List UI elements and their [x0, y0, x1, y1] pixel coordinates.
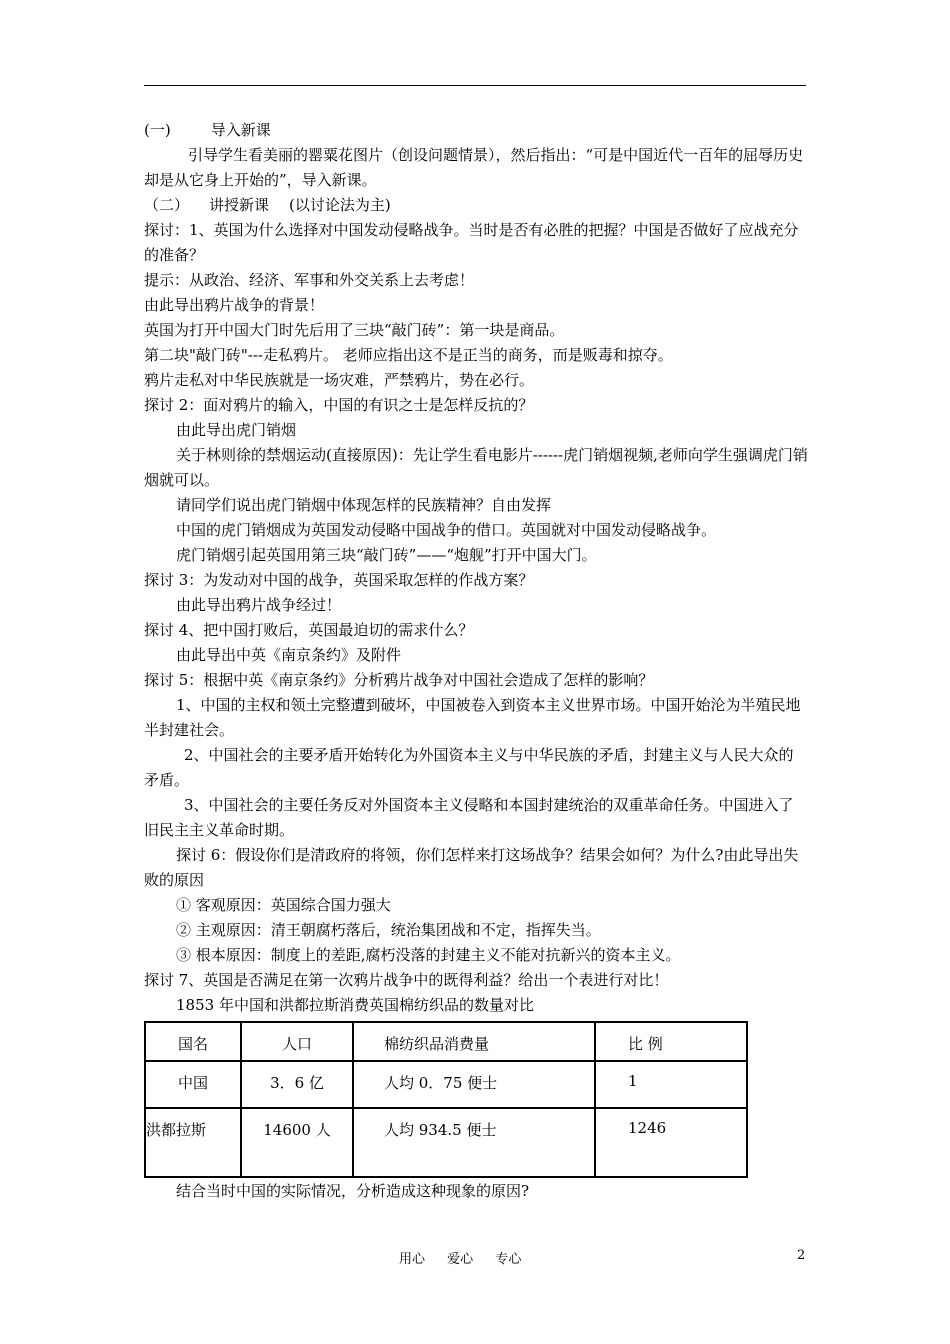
paragraph: 关于林则徐的禁烟运动(直接原因)：先让学生看电影片------虎门销烟视频,老师向学生强调虎门销烟就可以。	[144, 446, 808, 489]
cause-item-1: ① 客观原因：英国综合国力强大	[176, 896, 391, 914]
table-cell: 1	[595, 1061, 747, 1108]
table-cell: 中国	[145, 1061, 241, 1108]
table-row	[145, 1108, 747, 1177]
table-cell: 14600 人	[241, 1108, 353, 1177]
paragraph: 探讨 4、把中国打败后，英国最迫切的需求什么？	[144, 621, 474, 639]
paragraph: 探讨 3：为发动对中国的战争，英国采取怎样的作战方案？	[144, 571, 534, 589]
table-cell: 3．6 亿	[241, 1061, 353, 1108]
paragraph: 探讨 6：假设你们是清政府的将领，你们怎样来打这场战争？结果会如何？为什么?由此导出失败的原因	[144, 846, 799, 889]
impact-item-3: 3、中国社会的主要任务反对外国资本主义侵略和本国封建统治的双重革命任务。中国进入了旧民主主义革命时期。	[144, 796, 794, 839]
table-caption: 1853 年中国和洪都拉斯消费英国棉纺织品的数量对比	[176, 996, 534, 1014]
footer-word: 爱心	[447, 1252, 474, 1267]
table-header-cell: 棉纺织品消费量	[353, 1022, 595, 1061]
paragraph: 由此导出虎门销烟	[176, 421, 297, 439]
section-heading-1: (一) 导入新课	[144, 121, 271, 139]
paragraph: 请同学们说出虎门销烟中体现怎样的民族精神？自由发挥	[176, 496, 552, 514]
paragraph: 探讨 7、英国是否满足在第一次鸦片战争中的既得利益？给出一个表进行对比！	[144, 971, 669, 989]
section-heading-2: （二） 讲授新课 (以讨论法为主)	[144, 196, 391, 214]
table-cell: 1246	[595, 1108, 747, 1177]
table-header-row	[145, 1022, 747, 1061]
paragraph: 由此导出中英《南京条约》及附件	[176, 646, 402, 664]
document-body	[144, 118, 808, 1018]
page-number: 2	[797, 1248, 806, 1263]
table-header-cell: 比 例	[595, 1022, 747, 1061]
paragraph: 鸦片走私对中华民族就是一场灾难，严禁鸦片，势在必行。	[144, 371, 535, 389]
table-header-cell: 人口	[241, 1022, 353, 1061]
table-header-cell: 国名	[145, 1022, 241, 1061]
footer-word: 专心	[495, 1252, 522, 1267]
paragraph: 英国为打开中国大门时先后用了三块“敲门砖”：第一块是商品。	[144, 321, 565, 339]
table-cell: 人均 0．75 便士	[353, 1061, 595, 1108]
paragraph: 提示：从政治、经济、军事和外交关系上去考虑！	[144, 271, 475, 289]
paragraph: 虎门销烟引起英国用第三块“敲门砖”——“炮舰”打开中国大门。	[176, 546, 597, 564]
paragraph: 第二块"敲门砖"---走私鸦片。 老师应指出这不是正当的商务，而是贩毒和掠夺。	[144, 346, 673, 364]
comparison-table	[144, 1021, 748, 1178]
table-cell: 洪都拉斯	[145, 1108, 241, 1177]
paragraph: 引导学生看美丽的罂粟花图片（创设问题情景），然后指出：“可是中国近代一百年的屈辱历史却是从它身上开始的”，导入新课。	[144, 146, 804, 189]
footer-motto	[399, 1248, 539, 1267]
header-rule	[144, 85, 806, 86]
cause-item-3: ③ 根本原因：制度上的差距,腐朽没落的封建主义不能对抗新兴的资本主义。	[176, 946, 681, 964]
footer-word: 用心	[399, 1252, 426, 1267]
paragraph: 由此导出鸦片战争的背景！	[144, 296, 325, 314]
paragraph: 探讨 5：根据中英《南京条约》分析鸦片战争对中国社会造成了怎样的影响？	[144, 671, 654, 689]
paragraph: 中国的虎门销烟成为英国发动侵略中国战争的借口。英国就对中国发动侵略战争。	[176, 521, 717, 539]
cause-item-2: ② 主观原因：清王朝腐朽落后，统治集团战和不定，指挥失当。	[176, 921, 601, 939]
paragraph: 探讨：1、英国为什么选择对中国发动侵略战争。当时是否有必胜的把握？中国是否做好了应战充分的准备？	[144, 221, 799, 264]
table-row	[145, 1061, 747, 1108]
closing-question: 结合当时中国的实际情况，分析造成这种现象的原因?	[176, 1182, 530, 1200]
table-cell: 人均 934.5 便士	[353, 1108, 595, 1177]
impact-item-2: 2、中国社会的主要矛盾开始转化为外国资本主义与中华民族的矛盾，封建主义与人民大众的矛盾。	[144, 746, 794, 789]
paragraph: 由此导出鸦片战争经过！	[176, 596, 342, 614]
impact-item-1: 1、中国的主权和领土完整遭到破坏，中国被卷入到资本主义世界市场。中国开始沦为半殖民地半封建社会。	[144, 696, 801, 739]
paragraph: 探讨 2：面对鸦片的输入，中国的有识之士是怎样反抗的？	[144, 396, 534, 414]
